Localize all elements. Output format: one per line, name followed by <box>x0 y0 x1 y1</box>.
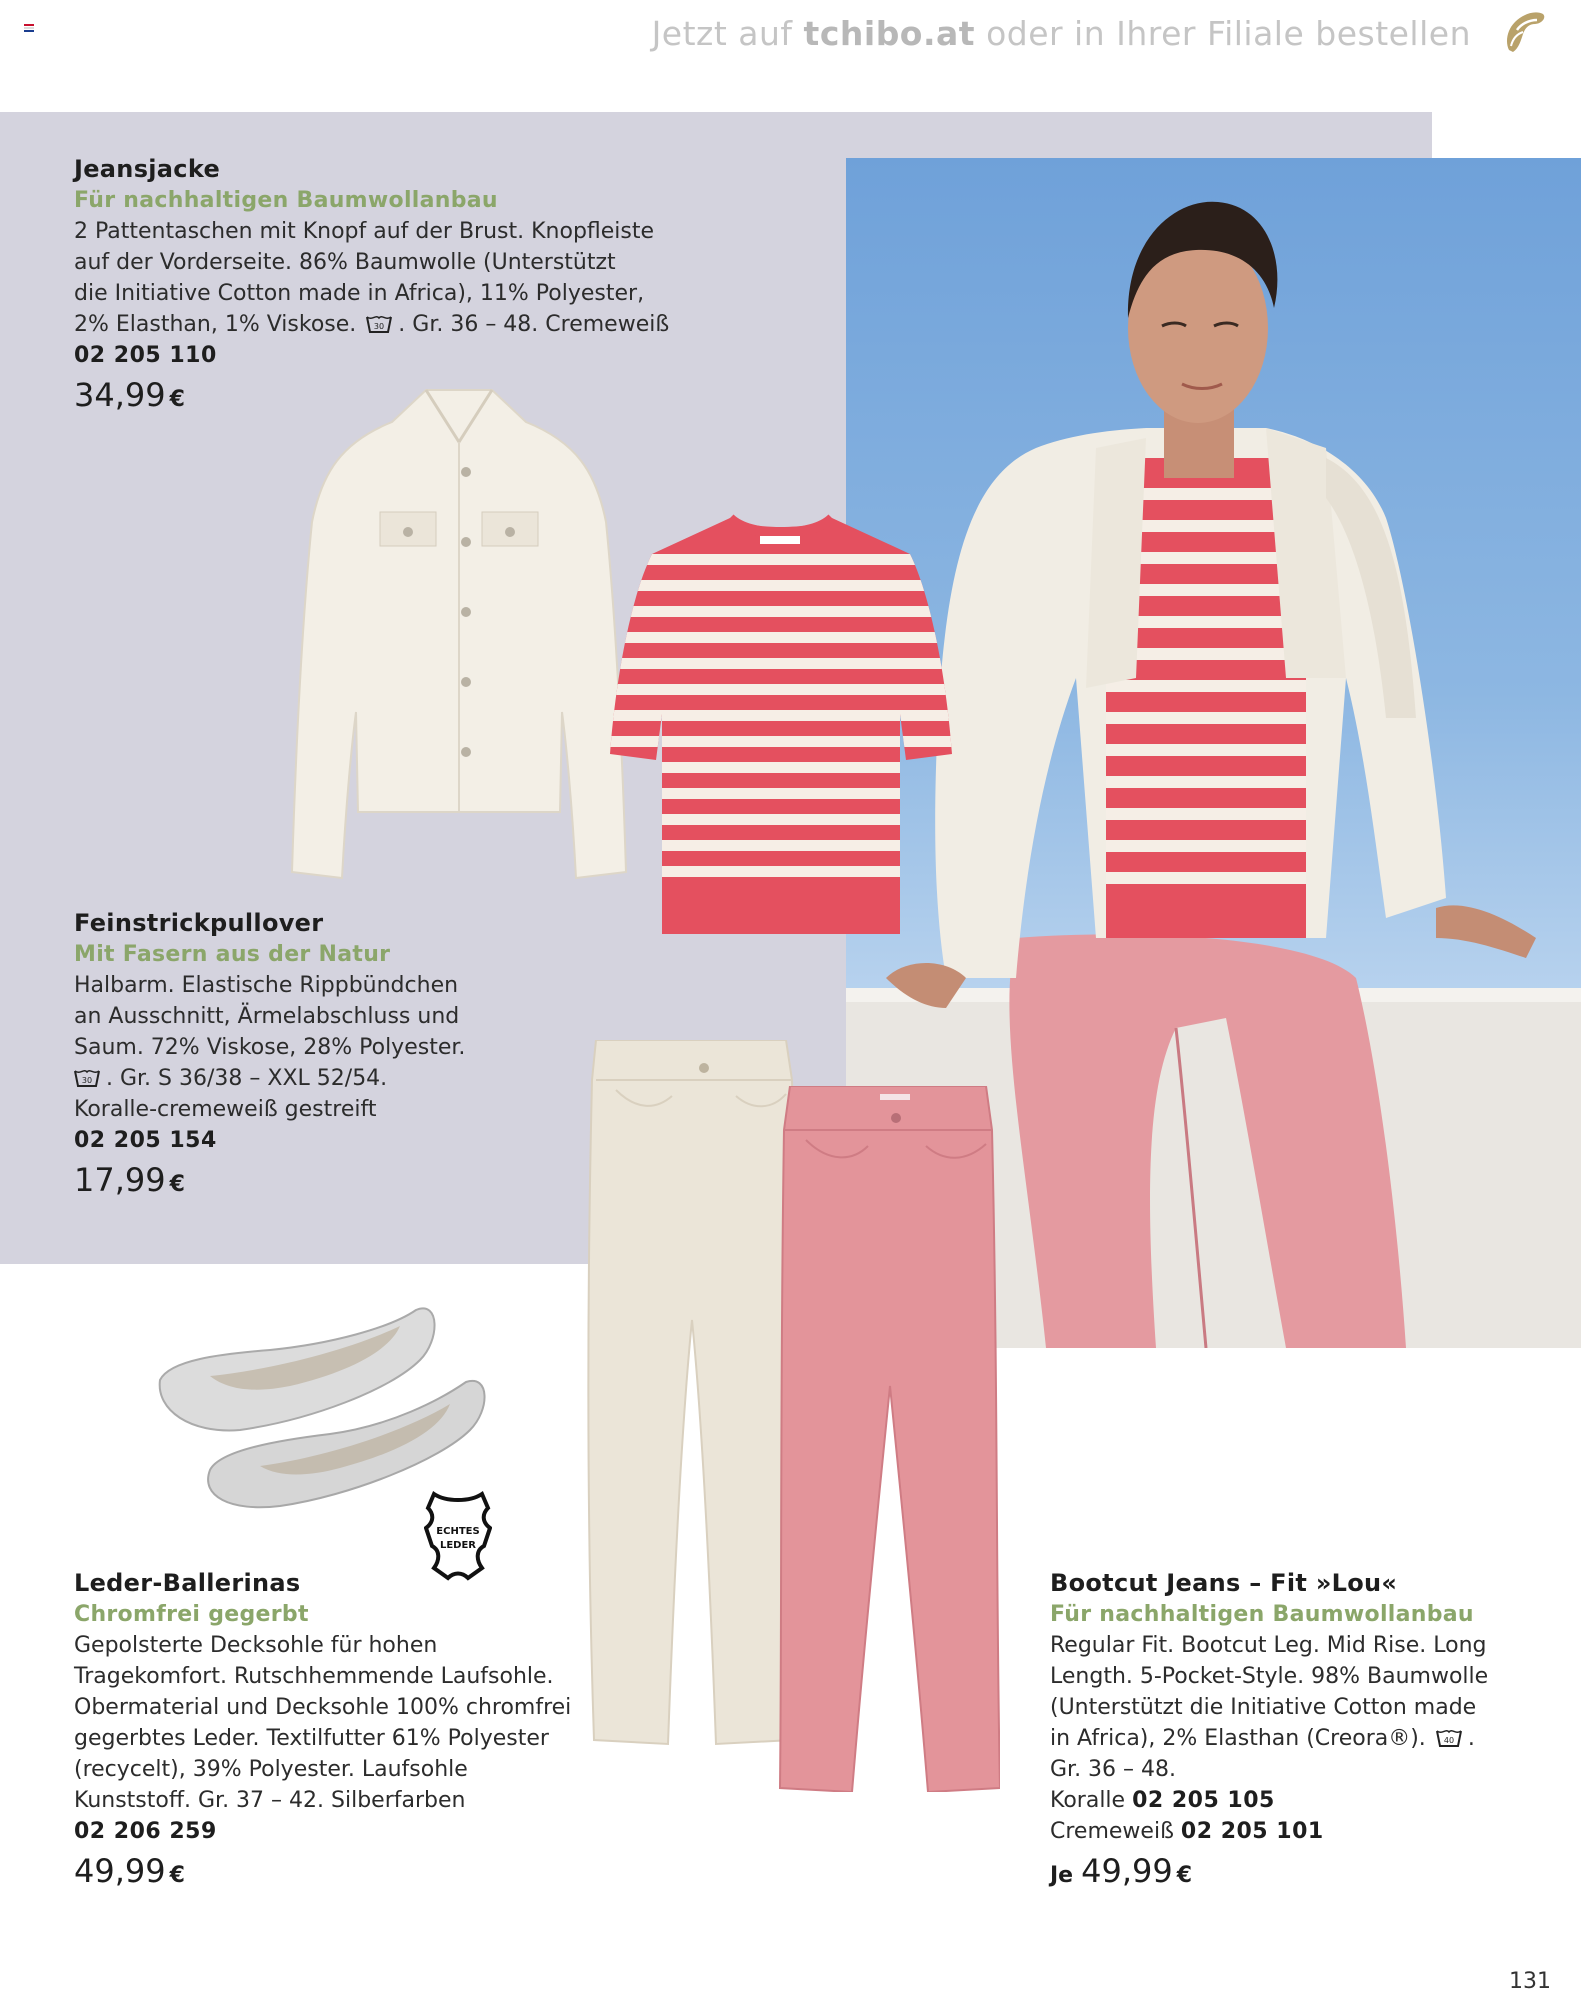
ballerinas-desc-line: (recycelt), 39% Polyester. Laufsohle <box>74 1757 468 1782</box>
jeans-info <box>1050 1568 1550 1898</box>
header-brand-link[interactable]: tchibo.at <box>803 14 976 53</box>
austria-flag-icon <box>24 24 34 32</box>
ballerinas-price <box>74 1849 594 1898</box>
jeans-variant-label: Koralle <box>1050 1788 1126 1813</box>
jacket-desc-after-icon: . Gr. 36 – 48. Cremeweiß <box>398 312 670 337</box>
jeans-desc-line: Regular Fit. Bootcut Leg. Mid Rise. Long <box>1050 1633 1487 1658</box>
ballerinas-subtitle: Chromfrei gegerbt <box>74 1602 309 1627</box>
ballerinas-product-image <box>150 1300 490 1520</box>
ballerinas-price-currency: € <box>169 1863 185 1888</box>
pullover-price <box>74 1158 514 1207</box>
wash-temp: 30 <box>374 322 385 331</box>
badge-line1: ECHTES <box>436 1526 480 1537</box>
jeans-desc-line: Length. 5-Pocket-Style. 98% Baumwolle <box>1050 1664 1489 1689</box>
pullover-desc-color: Koralle-cremeweiß gestreift <box>74 1097 377 1122</box>
jeans-price <box>1050 1849 1550 1898</box>
jeans-price-currency: € <box>1176 1863 1193 1888</box>
page-number: 131 <box>1509 1969 1551 1994</box>
ballerinas-article-number: 02 206 259 <box>74 1819 217 1844</box>
ballerinas-title: Leder-Ballerinas <box>74 1569 301 1597</box>
wash-30-icon <box>74 1068 100 1088</box>
pullover-size-text: . Gr. S 36/38 – XXL 52/54. <box>106 1066 388 1091</box>
pullover-product-image <box>610 514 952 934</box>
header-prefix: Jetzt auf <box>651 14 793 53</box>
jeans-variant-coral <box>1050 1785 1550 1816</box>
pullover-price-value: 17,99 <box>74 1161 166 1199</box>
jeans-price-value: 49,99 <box>1081 1852 1173 1890</box>
jacket-title: Jeansjacke <box>74 155 221 183</box>
pullover-desc-line: Halbarm. Elastische Rippbündchen <box>74 973 459 998</box>
jeans-title: Bootcut Jeans – Fit »Lou« <box>1050 1569 1398 1597</box>
jacket-desc-line: die Initiative Cotton made in Africa), 11% Polyester, <box>74 281 645 306</box>
beige-jeans-product-image <box>586 1040 798 1746</box>
jeans-price-prefix: Je <box>1050 1863 1074 1888</box>
jacket-desc-line: auf der Vorderseite. 86% Baumwolle (Unterstützt <box>74 250 616 275</box>
pullover-desc-line: Saum. 72% Viskose, 28% Polyester. <box>74 1035 466 1060</box>
jacket-article-number: 02 205 110 <box>74 343 217 368</box>
tchibo-bean-logo-icon[interactable] <box>1491 2 1551 62</box>
pullover-desc-size <box>74 1063 514 1094</box>
jacket-desc-line-last <box>74 309 694 340</box>
jeans-variant-label: Cremeweiß <box>1050 1819 1174 1844</box>
jeans-desc-before-icon: in Africa), 2% Elasthan (Creora®). <box>1050 1726 1426 1751</box>
pullover-article-number: 02 205 154 <box>74 1128 217 1153</box>
jeans-article-number: 02 205 101 <box>1180 1819 1324 1844</box>
order-hint-header <box>652 14 1471 53</box>
jeans-desc-line: (Unterstützt die Initiative Cotton made <box>1050 1695 1477 1720</box>
jacket-info <box>74 154 694 422</box>
ballerinas-info <box>74 1568 594 1898</box>
ballerinas-desc-line: Gepolsterte Decksohle für hohen <box>74 1633 438 1658</box>
jeans-article-number: 02 205 105 <box>1132 1788 1275 1813</box>
ballerinas-desc-line: Kunststoff. Gr. 37 – 42. Silberfarben <box>74 1788 466 1813</box>
pink-jeans-product-image <box>776 1086 1000 1792</box>
pullover-subtitle: Mit Fasern aus der Natur <box>74 942 391 967</box>
jeans-desc-line-icon <box>1050 1723 1550 1754</box>
jacket-price-currency: € <box>169 387 185 412</box>
jeans-desc-after-icon: . <box>1467 1726 1475 1751</box>
wash-40-icon <box>1436 1728 1462 1748</box>
jacket-price <box>74 373 694 422</box>
jeans-variant-cream <box>1050 1816 1550 1847</box>
jacket-product-image <box>276 382 642 884</box>
badge-line2: LEDER <box>439 1540 477 1551</box>
ballerinas-desc-line: Obermaterial und Decksohle 100% chromfrei <box>74 1695 572 1720</box>
pullover-info <box>74 908 514 1207</box>
pullover-desc-line: an Ausschnitt, Ärmelabschluss und <box>74 1004 460 1029</box>
header-suffix: oder in Ihrer Filiale bestellen <box>986 14 1471 53</box>
ballerinas-price-value: 49,99 <box>74 1852 166 1890</box>
wash-30-icon <box>366 314 392 334</box>
jeans-desc-size: Gr. 36 – 48. <box>1050 1757 1177 1782</box>
wash-temp: 30 <box>81 1076 93 1085</box>
jacket-price-value: 34,99 <box>74 376 166 414</box>
wash-temp: 40 <box>1443 1736 1454 1745</box>
jacket-desc-before-icon: 2% Elasthan, 1% Viskose. <box>74 312 357 337</box>
pullover-price-currency: € <box>169 1172 185 1197</box>
jacket-desc-line: 2 Pattentaschen mit Knopf auf der Brust. Knopfleiste <box>74 219 655 244</box>
ballerinas-desc-line: Tragekomfort. Rutschhemmende Laufsohle. <box>74 1664 554 1689</box>
ballerinas-desc-line: gegerbtes Leder. Textilfutter 61% Polyester <box>74 1726 549 1751</box>
pullover-title: Feinstrickpullover <box>74 909 324 937</box>
jeans-subtitle: Für nachhaltigen Baumwollanbau <box>1050 1602 1474 1627</box>
jacket-subtitle: Für nachhaltigen Baumwollanbau <box>74 188 498 213</box>
